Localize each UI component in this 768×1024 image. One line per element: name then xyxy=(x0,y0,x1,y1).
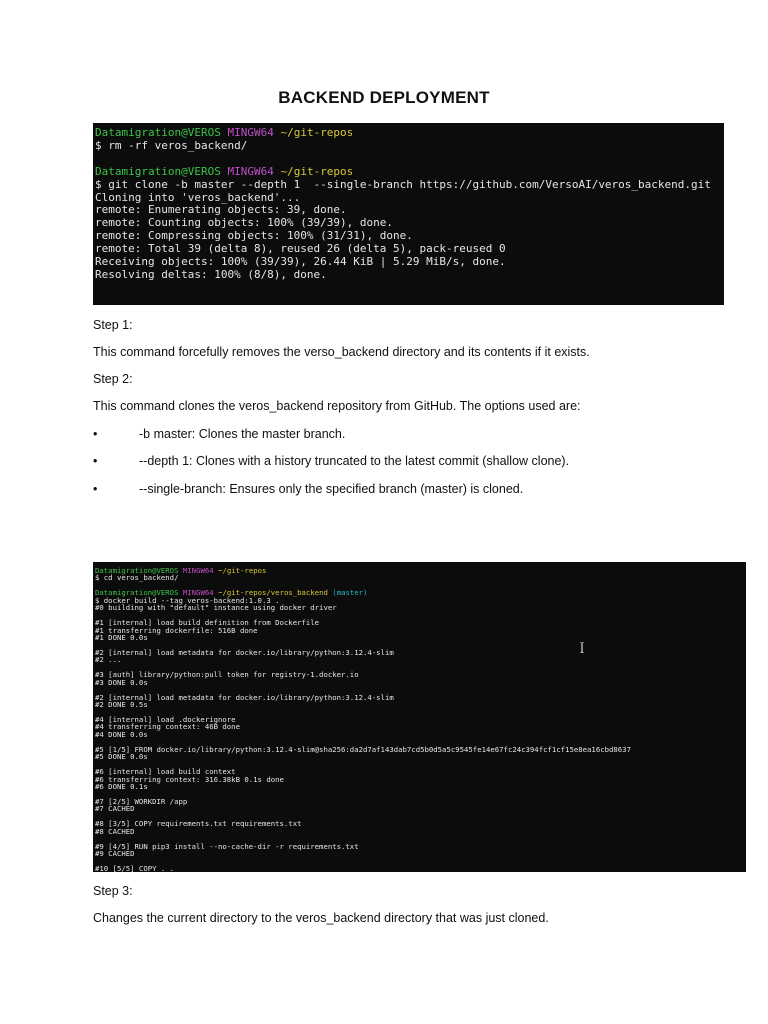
prompt-host: MINGW64 xyxy=(227,164,274,178)
step2-text: This command clones the veros_backend repository from GitHub. The options used are: xyxy=(93,399,581,413)
terminal-output-line: remote: Total 39 (delta 8), reused 26 (delta 5), pack-reused 0 xyxy=(95,242,506,256)
prompt-host: MINGW64 xyxy=(227,126,274,139)
bullet-text: -b master: Clones the master branch. xyxy=(139,427,346,441)
terminal-output-line: #2 [internal] load metadata for docker.io/library/python:3.12.4-slim xyxy=(95,647,394,657)
terminal-output-line: remote: Enumerating objects: 39, done. xyxy=(95,203,347,217)
text-cursor-icon: Ｉ xyxy=(575,641,589,657)
terminal-output-line: #4 DONE 0.0s xyxy=(95,729,148,739)
terminal-output-line: #6 transferring context: 316.38kB 0.1s done xyxy=(95,774,284,784)
terminal-screenshot-docker-build xyxy=(93,562,746,872)
terminal-screenshot-git-clone xyxy=(93,123,724,305)
terminal-output-line: Resolving deltas: 100% (8/8), done. xyxy=(95,267,327,281)
terminal-output-line: #10 [5/5] COPY . . xyxy=(95,863,175,872)
bullet-icon: • xyxy=(93,427,98,441)
terminal-output-line: #2 DONE 0.5s xyxy=(95,700,148,710)
page-title: BACKEND DEPLOYMENT xyxy=(278,88,490,107)
terminal-output-line: #2 ... xyxy=(95,655,122,665)
terminal-output-line: $ docker build --tag veros-backend:1.0.3 . xyxy=(95,595,280,605)
prompt-user: Datamigration@VEROS xyxy=(95,588,179,598)
terminal-output-line: Cloning into 'veros_backend'... xyxy=(95,190,301,204)
bullet-text: --depth 1: Clones with a history truncated to the latest commit (shallow clone). xyxy=(139,454,570,468)
step1-text: This command forcefully removes the verso_backend directory and its contents if it exists. xyxy=(93,345,590,359)
terminal-output-line: #1 transferring dockerfile: 516B done xyxy=(95,625,258,635)
prompt-branch: (master) xyxy=(332,588,368,598)
terminal-output-line: #2 [internal] load metadata for docker.io/library/python:3.12.4-slim xyxy=(95,692,394,702)
terminal-blank-line xyxy=(95,790,746,797)
terminal-output-line: $ cd veros_backend/ xyxy=(95,573,179,583)
bullet-icon: • xyxy=(93,482,98,496)
terminal-prompt-line xyxy=(95,166,724,179)
terminal-output-line: #1 [internal] load build definition from Dockerfile xyxy=(95,618,320,628)
terminal-prompt-line xyxy=(95,127,724,140)
terminal-output-line: #6 [internal] load build context xyxy=(95,767,236,777)
terminal-output-line: Receiving objects: 100% (39/39), 26.44 KiB | 5.29 MiB/s, done. xyxy=(95,255,506,269)
terminal-output-line: #3 DONE 0.0s xyxy=(95,677,148,687)
prompt-host: MINGW64 xyxy=(182,588,214,598)
prompt-user: Datamigration@VEROS xyxy=(95,566,179,575)
terminal-output-line: #1 DONE 0.0s xyxy=(95,633,148,643)
terminal-output-line: #7 CACHED xyxy=(95,804,135,814)
terminal-output-line: #4 transferring context: 46B done xyxy=(95,722,240,732)
terminal-output-line: remote: Counting objects: 100% (39/39), done. xyxy=(95,216,394,230)
prompt-path: ~/git-repos/veros_backend xyxy=(218,588,328,598)
step3-text: Changes the current directory to the veros_backend directory that was just cloned. xyxy=(93,911,549,925)
step3-heading: Step 3: xyxy=(93,884,133,898)
terminal-output-line: #5 [1/5] FROM docker.io/library/python:3.12.4-slim@sha256:da2d7af143dab7cd5b0d5a5c9545fe14e67fc24c394fcf1cf15e8ea16cbd8637 xyxy=(95,744,631,754)
prompt-path: ~/git-repos xyxy=(280,164,354,178)
step1-heading: Step 1: xyxy=(93,318,133,332)
terminal-output-line: #0 building with "default" instance using docker driver xyxy=(95,603,337,613)
terminal-output-line: #6 DONE 0.1s xyxy=(95,782,148,792)
prompt-path: ~/git-repos xyxy=(280,126,354,139)
bullet-icon: • xyxy=(93,454,98,468)
terminal-output-line: remote: Compressing objects: 100% (31/31), done. xyxy=(95,229,413,243)
prompt-path: ~/git-repos xyxy=(218,566,267,575)
terminal-blank-line xyxy=(95,858,746,865)
prompt-user: Datamigration@VEROS xyxy=(95,164,221,178)
terminal-output-line: $ git clone -b master --depth 1 --single-branch https://github.com/VersoAI/veros_backend.git xyxy=(95,177,711,191)
prompt-user: Datamigration@VEROS xyxy=(95,126,221,139)
terminal-output-line: #3 [auth] library/python:pull token for registry-1.docker.io xyxy=(95,670,359,680)
terminal-output-line: $ rm -rf veros_backend/ xyxy=(95,138,248,152)
terminal-output-line: #8 CACHED xyxy=(95,826,135,836)
terminal-output-line: #5 DONE 0.0s xyxy=(95,752,148,762)
terminal-output-line: #4 [internal] load .dockerignore xyxy=(95,714,236,724)
terminal-output-line: #8 [3/5] COPY requirements.txt requirements.txt xyxy=(95,819,302,829)
prompt-host: MINGW64 xyxy=(182,566,214,575)
terminal-output-line: #7 [2/5] WORKDIR /app xyxy=(95,796,188,806)
terminal-output-line: #9 CACHED xyxy=(95,849,135,859)
bullet-text: --single-branch: Ensures only the specified branch (master) is cloned. xyxy=(139,482,524,496)
step2-heading: Step 2: xyxy=(93,372,133,386)
terminal-prompt-line xyxy=(95,567,746,574)
terminal-output-line: #9 [4/5] RUN pip3 install --no-cache-dir -r requirements.txt xyxy=(95,841,359,851)
